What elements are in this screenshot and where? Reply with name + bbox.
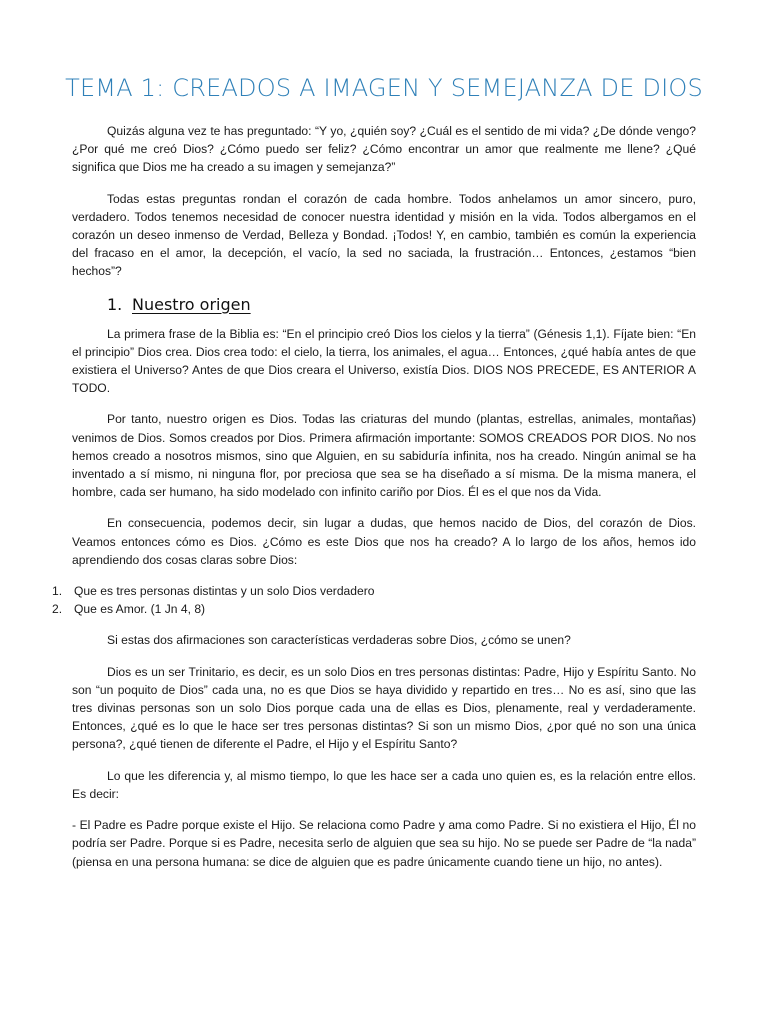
paragraph-section-1: La primera frase de la Biblia es: “En el principio creó Dios los cielos y la tierra” (Génesis 1,1). Fíjate bien: “En el principio” Dios crea. Dios crea todo: el cielo, la tierra, los animales, el agua… Entonces, ¿qué había antes de que existiera el Universo? Antes de que Dios creara el Universo, existía Dios. DIOS NOS PRECEDE, ES ANTERIOR A TODO.: [72, 326, 696, 396]
paragraph-after-2: Dios es un ser Trinitario, es decir, es un solo Dios en tres personas distintas: Padre, Hijo y Espíritu Santo. No son “un poquito de Dios” cada una, no es que Dios se haya dividido y repartido en tres… No es así, sino que las tres divinas personas son un solo Dios porque cada una de ellas es Dios, plenamente, real y verdaderamente. Entonces, ¿qué es lo que le hace ser tres personas distintas? Si son un mismo Dios, ¿por qué no son una única persona?, ¿qué tienen de diferente el Padre, el Hijo y el Espíritu Santo?: [72, 664, 696, 752]
paragraph-section-3: En consecuencia, podemos decir, sin lugar a dudas, que hemos nacido de Dios, del corazón de Dios. Veamos entonces cómo es Dios. ¿Cómo es este Dios que nos ha creado? A lo largo de los años, hemos ido aprendiendo dos cosas claras sobre Dios:: [72, 516, 696, 567]
paragraph-intro-1: Quizás alguna vez te has preguntado: “Y yo, ¿quién soy? ¿Cuál es el sentido de mi vida? ¿De dónde vengo? ¿Por qué me creó Dios? ¿Cómo puedo ser feliz? ¿Cómo encontrar un amor que realmente me llene? ¿Qué significa que Dios me ha creado a su imagen y semejanza?”: [72, 124, 696, 175]
list-item-text: Que es Amor. (1 Jn 4, 8): [74, 602, 206, 617]
list-item: [52, 600, 696, 618]
paragraph-intro-2: Todas estas preguntas rondan el corazón de cada hombre. Todos anhelamos un amor sincero, puro, verdadero. Todos tenemos necesidad de conocer nuestra identidad y misión en la vida. Todos albergamos en el corazón un deseo inmenso de Verdad, Belleza y Bondad. ¡Todos! Y, en cambio, también es común la experiencia del fracaso en el amor, la decepción, el vacío, la sed no saciada, la frustración… Entonces, ¿estamos “bien hechos”?: [72, 191, 696, 279]
numbered-list: [52, 582, 696, 618]
document-body: [52, 122, 696, 884]
section-title: Nuestro origen: [132, 294, 251, 314]
paragraph-after-1: Si estas dos afirmaciones son características verdaderas sobre Dios, ¿cómo se unen?: [107, 633, 571, 648]
section-number: 1.: [107, 294, 123, 314]
paragraph-after-3: Lo que les diferencia y, al mismo tiempo, lo que les hace ser a cada uno quien es, es la relación entre ellos. Es decir:: [72, 768, 696, 801]
list-item: [52, 582, 696, 600]
list-item-text: Que es tres personas distintas y un solo Dios verdadero: [74, 584, 375, 599]
document-title: TEMA 1: CREADOS A IMAGEN Y SEMEJANZA DE DIOS: [65, 74, 703, 102]
paragraph-section-2: Por tanto, nuestro origen es Dios. Todas las criaturas del mundo (plantas, estrellas, animales, montañas) venimos de Dios. Somos creados por Dios. Primera afirmación importante: SOMOS CREADOS POR DIOS. No nos hemos creado a nosotros mismos, sino que Alguien, en su sabiduría infinita, nos ha creado. Ningún animal se ha inventado a sí mismo, ni ninguna flor, por preciosa que sea se ha diseñado a sí misma. De la misma manera, el hombre, cada ser humano, ha sido modelado con infinito cariño por Dios. Él es el que nos da Vida.: [72, 412, 696, 500]
section-heading: [72, 294, 696, 316]
list-item-number: 1.: [52, 584, 63, 599]
list-item-number: 2.: [52, 602, 63, 617]
paragraph-dash: - El Padre es Padre porque existe el Hijo. Se relaciona como Padre y ama como Padre. Si no existiera el Hijo, Él no podría ser Padre. Porque si es Padre, necesita serlo de alguien que sea su hijo. No se puede ser Padre de “la nada” (piensa en una persona humana: se dice de alguien que es padre únicamente cuando tiene un hijo, no antes).: [72, 818, 696, 869]
